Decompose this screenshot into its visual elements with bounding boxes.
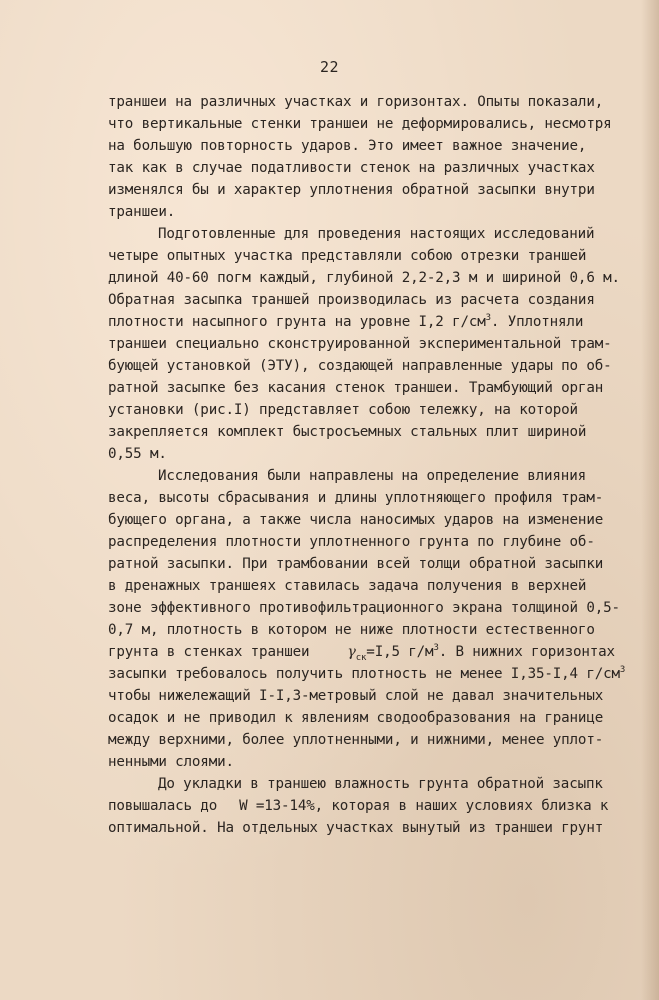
page-number: 22	[319, 58, 340, 76]
text-line: веса, высоты сбрасывания и длины уплотняющего профиля трам-	[108, 490, 604, 506]
text-line: Исследования были направлены на определение влияния	[158, 468, 586, 484]
text-line: бующей установкой (ЭТУ), создающей направленные удары по об-	[108, 358, 612, 374]
text-segment: =I,5 г/м	[366, 644, 434, 660]
gamma-symbol: γ	[347, 644, 356, 660]
text-line: 0,7 м, плотность в котором не ниже плотности естественного	[108, 622, 595, 638]
text-line: длиной 40-60 погм каждый, глубиной 2,2-2,3 м и шириной 0,6 м.	[108, 270, 620, 286]
text-line: траншеи специально сконструированной экспериментальной трам-	[108, 336, 612, 352]
text-line: Подготовленные для проведения настоящих исследований	[158, 226, 595, 242]
text-segment: . В нижних горизонтах	[438, 644, 615, 660]
text-line: Обратная засыпка траншей производилась из расчета создания	[108, 292, 595, 308]
text-line: оптимальной. На отдельных участках вынутый из траншеи грунт	[108, 820, 604, 836]
text-segment: W =13-14%, которая в наших условиях близка к	[239, 798, 609, 814]
text-line: осадок и не приводил к явлениям сводообразования на границе	[108, 710, 604, 726]
text-line: установки (рис.I) представляет собою тележку, на которой	[108, 402, 578, 418]
text-line: ратной засыпке без касания стенок траншеи. Трамбующий орган	[108, 380, 604, 396]
text-line: До укладки в траншею влажность грунта обратной засыпк	[158, 776, 603, 792]
text-line: траншеи.	[108, 204, 176, 220]
text-line: так как в случае податливости стенок на различных участках	[108, 160, 595, 176]
text-line: между верхними, более уплотненными, и нижними, менее уплот-	[108, 732, 604, 748]
text-line-with-superscript	[108, 311, 583, 333]
page-edge-shadow	[641, 0, 659, 1000]
text-line-with-moisture	[108, 795, 608, 817]
superscript: 3	[433, 643, 439, 653]
text-segment: грунта в стенках траншеи	[108, 644, 310, 660]
gamma-subscript: ск	[355, 652, 367, 663]
text-line: в дренажных траншеях ставилась задача получения в верхней	[108, 578, 587, 594]
text-line: зоне эффективного противофильтрационного экрана толщиной 0,5-	[108, 600, 620, 616]
superscript: 3	[619, 665, 626, 675]
text-line: ратной засыпки. При трамбовании всей толщи обратной засыпки	[108, 556, 604, 572]
text-segment: повышалась до	[108, 798, 218, 814]
text-line: ненными слоями.	[108, 754, 234, 770]
text-line: изменялся бы и характер уплотнения обратной засыпки внутри	[108, 182, 595, 198]
text-line: распределения плотности уплотненного грунта по глубине об-	[108, 534, 595, 550]
text-segment: . Уплотняли	[490, 314, 584, 330]
text-segment: плотности насыпного грунта на уровне I,2 г/см	[108, 314, 486, 330]
text-line: на большую повторность ударов. Это имеет важное значение,	[108, 138, 587, 154]
text-line: что вертикальные стенки траншеи не деформировались, несмотря	[108, 116, 612, 132]
text-line: 0,55 м.	[108, 446, 167, 462]
text-line-with-superscript	[108, 663, 625, 685]
text-segment: засыпки требовалось получить плотность не менее I,35-I,4 г/см	[108, 666, 620, 682]
text-line: четыре опытных участка представляли собою отрезки траншей	[108, 248, 587, 264]
text-line: траншеи на различных участках и горизонтах. Опыты показали,	[108, 94, 604, 110]
text-line: закрепляется комплект быстросъемных стальных плит шириной	[108, 424, 587, 440]
text-line: бующего органа, а также числа наносимых ударов на изменение	[108, 512, 604, 528]
superscript: 3	[485, 313, 491, 323]
text-line: чтобы нижележащий I-I,3-метровый слой не давал значительных	[108, 688, 604, 704]
